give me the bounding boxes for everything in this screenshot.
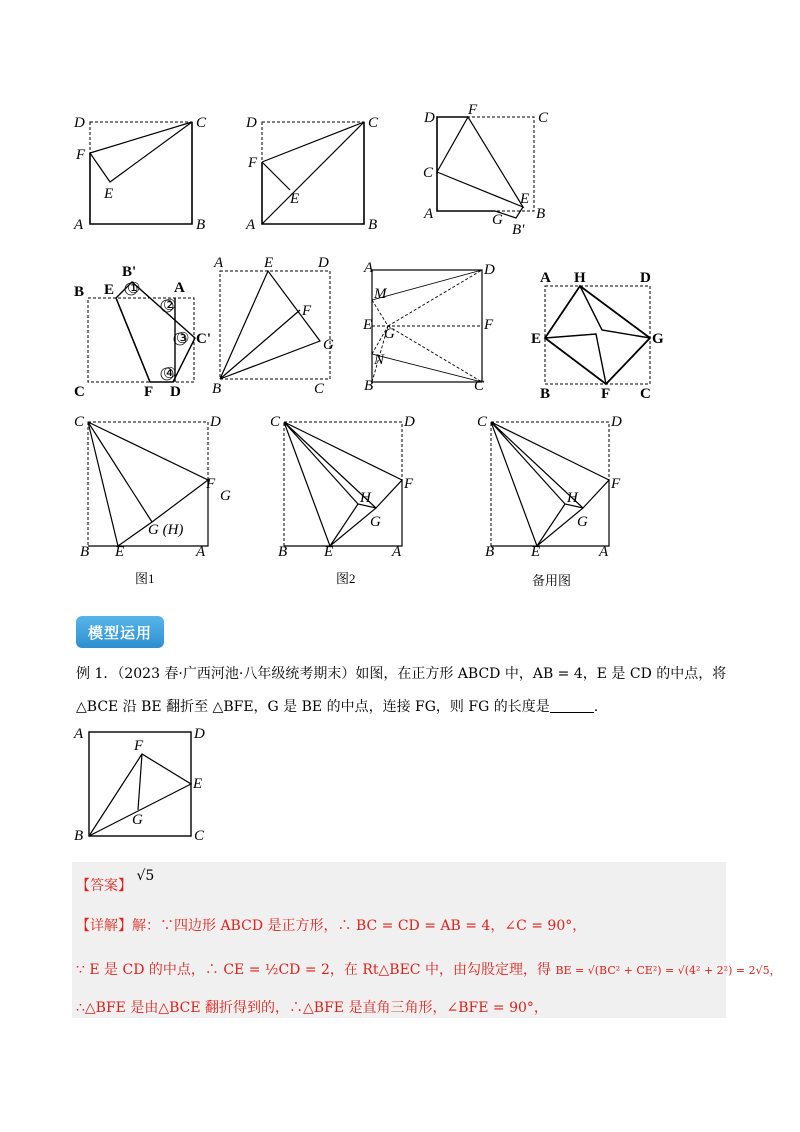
label-D: D xyxy=(484,262,495,278)
label-E: E xyxy=(193,776,203,792)
label-D: D xyxy=(246,115,257,131)
label-D: D xyxy=(424,110,435,126)
label-D: D xyxy=(74,115,85,131)
label-B: B xyxy=(540,386,551,402)
example-line-1: 例 1．（2023 春·广西河池·八年级统考期末）如图，在正方形 ABCD 中，AB = 4，E 是 CD 的中点，将 xyxy=(76,666,727,682)
label-E: E xyxy=(104,282,115,298)
label-G: G xyxy=(384,326,395,342)
caption-figure-1: 图1 xyxy=(135,571,155,586)
fold-triangle xyxy=(90,122,192,182)
segment-FG xyxy=(138,754,142,810)
label-B: B xyxy=(196,217,206,233)
figure-row1-1 xyxy=(70,105,220,235)
label-C: C xyxy=(196,115,207,131)
label-C: C xyxy=(74,414,85,430)
label-C: C xyxy=(474,378,485,394)
label-F: F xyxy=(144,384,154,400)
line-MD xyxy=(372,270,482,300)
answer-label: 【答案】 xyxy=(76,878,132,894)
figure-row3-1 xyxy=(70,408,240,558)
label-circle-1: ① xyxy=(127,281,141,297)
figure-row1-2 xyxy=(242,105,392,235)
label-C-top: C xyxy=(538,110,549,126)
label-G: G xyxy=(370,514,381,530)
label-B: B xyxy=(80,544,90,558)
label-E: E xyxy=(264,255,274,271)
example-line-2-text: △BCE 沿 BE 翻折至 △BFE，G 是 BE 的中点，连接 FG，则 FG 的长度是 xyxy=(76,699,550,715)
label-F: F xyxy=(484,317,494,333)
label-B: B xyxy=(74,284,85,300)
label-E: E xyxy=(531,331,542,347)
label-F: F xyxy=(302,303,312,319)
label-A: A xyxy=(196,544,206,558)
label-H: H xyxy=(360,490,371,506)
answer-box xyxy=(72,862,726,1018)
figure-row2-1 xyxy=(70,262,220,402)
label-G-right: G xyxy=(220,488,231,504)
label-C: C xyxy=(270,414,281,430)
figure-row2-3 xyxy=(360,262,495,397)
label-F: F xyxy=(134,738,144,754)
label-E: E xyxy=(290,191,300,207)
label-B-prime: B' xyxy=(512,222,525,238)
detail-line-2 xyxy=(76,960,781,981)
label-G: G xyxy=(492,212,503,228)
label-E: E xyxy=(520,191,530,207)
section-badge: 模型运用 xyxy=(76,616,164,648)
label-E: E xyxy=(104,186,114,202)
label-F: F xyxy=(611,476,621,492)
label-G: G xyxy=(577,514,588,530)
caption-figure-2: 图2 xyxy=(336,571,356,586)
label-C: C xyxy=(194,828,205,844)
figure-row2-2 xyxy=(208,255,348,400)
figure-row1-3 xyxy=(420,100,560,240)
label-D: D xyxy=(611,414,622,430)
label-C: C xyxy=(314,381,325,397)
label-A: A xyxy=(174,280,185,296)
label-E: E xyxy=(324,544,334,558)
detail-label: 【详解】 xyxy=(76,918,132,934)
label-A: A xyxy=(74,726,84,742)
label-D: D xyxy=(318,255,329,271)
label-C-prime: C' xyxy=(196,331,211,347)
label-N: N xyxy=(374,352,385,368)
answer-line xyxy=(76,868,155,896)
detail-line-1 xyxy=(76,916,586,936)
label-G-H: G (H) xyxy=(148,522,184,538)
label-A: A xyxy=(599,544,609,558)
answer-value: √5 xyxy=(136,868,155,884)
label-F: F xyxy=(404,476,414,492)
label-H: H xyxy=(574,270,586,286)
label-A: A xyxy=(364,262,374,276)
answer-blank xyxy=(550,698,594,713)
diagonal-lines xyxy=(262,122,364,224)
label-E: E xyxy=(115,544,125,558)
detail-text-3: ∴△BFE 是由△BCE 翻折得到的，∴△BFE 是直角三角形，∠BFE = 90°， xyxy=(76,1000,548,1016)
label-C: C xyxy=(74,384,85,400)
label-B: B xyxy=(536,206,546,222)
fold-line-EF xyxy=(116,298,150,382)
label-circle-2: ② xyxy=(163,298,177,314)
caption-spare-figure: 备用图 xyxy=(532,573,572,588)
label-F: F xyxy=(206,476,216,492)
label-A: A xyxy=(214,255,224,271)
label-circle-3: ③ xyxy=(176,331,190,347)
label-B: B xyxy=(485,544,495,558)
label-C: C xyxy=(477,414,488,430)
dashed-square xyxy=(220,271,330,379)
label-D: D xyxy=(640,270,651,286)
label-M: M xyxy=(374,286,387,302)
label-B: B xyxy=(278,544,288,558)
example-line-2 xyxy=(76,697,598,717)
detail-line-3 xyxy=(76,998,548,1018)
square-solid-sides xyxy=(437,117,495,211)
label-D: D xyxy=(194,726,205,742)
fold-triangle xyxy=(437,117,523,207)
label-A: A xyxy=(392,544,402,558)
label-A: A xyxy=(246,217,256,233)
label-F: F xyxy=(248,155,258,171)
figure-row3-2 xyxy=(268,408,428,558)
label-E: E xyxy=(363,317,373,333)
label-C: C xyxy=(423,165,434,181)
label-G: G xyxy=(132,812,143,828)
segment-FE xyxy=(262,162,290,190)
detail-text-1: 解：∵四边形 ABCD 是正方形，∴ BC = CD = AB = 4，∠C = 90°， xyxy=(132,918,587,934)
label-G: G xyxy=(652,331,664,347)
figure-row3-3 xyxy=(475,408,635,558)
label-G: G xyxy=(323,337,334,353)
label-A: A xyxy=(74,217,84,233)
label-A: A xyxy=(424,206,434,222)
label-B: B xyxy=(212,381,222,397)
label-D: D xyxy=(170,384,181,400)
detail-formula: BE = √(BC² + CE²) = √(4² + 2²) = 2√5， xyxy=(555,964,781,977)
label-circle-4: ④ xyxy=(163,366,177,382)
label-H: H xyxy=(567,490,578,506)
fold-lines xyxy=(220,271,320,379)
example-line-2-end: . xyxy=(593,699,599,715)
label-C: C xyxy=(640,386,651,402)
label-F: F xyxy=(468,102,478,118)
label-F: F xyxy=(601,386,611,402)
label-C: C xyxy=(368,115,379,131)
detail-text-2: ∵ E 是 CD 的中点，∴ CE = ½CD = 2，在 Rt△BEC 中，由勾股定理，得 xyxy=(76,962,551,978)
label-F: F xyxy=(76,147,86,163)
label-B: B xyxy=(364,378,374,394)
label-E: E xyxy=(531,544,541,558)
label-D: D xyxy=(210,414,221,430)
label-A: A xyxy=(540,270,551,286)
example-figure xyxy=(72,722,222,847)
label-B: B xyxy=(368,217,378,233)
label-D: D xyxy=(404,414,415,430)
figure-row2-4 xyxy=(530,268,665,403)
line-NC xyxy=(372,354,482,382)
label-B-prime: B' xyxy=(122,264,137,280)
label-B: B xyxy=(74,828,84,844)
